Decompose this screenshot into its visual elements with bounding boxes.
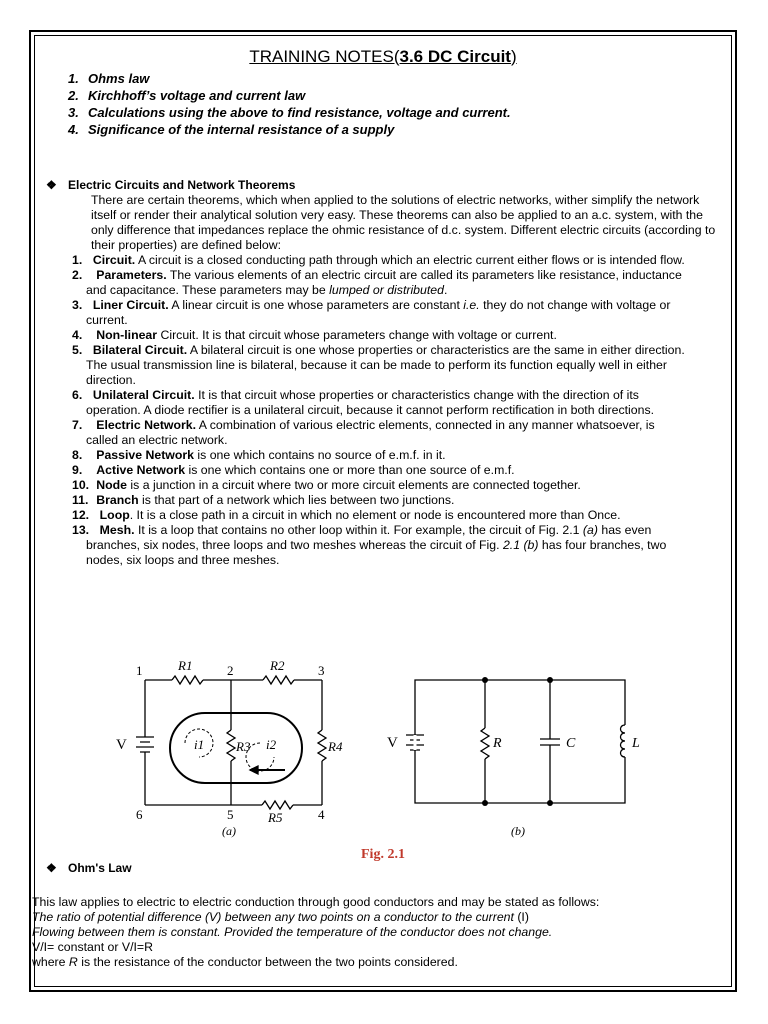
title-text: TRAINING NOTES( [249,47,400,66]
section-heading-row [36,861,730,876]
definition-item [36,328,730,343]
item-text: The various elements of an electric circuit are called its parameters like resistance, inductance and capacitance. These parameters may be [86,268,682,297]
definition-item [36,508,730,523]
node-dot [547,677,553,683]
item-tail: . [443,283,448,297]
label-r3: R3 [236,739,251,754]
definition-item [36,418,730,448]
objective-num: 2. [68,88,79,103]
label-r1: R1 [178,658,193,673]
label-source-a: V [116,737,127,753]
item-num: 12. [72,508,90,522]
item-num: 4. [72,328,83,342]
item-text: is one which contains one or more than one source of e.m.f. [185,463,515,477]
item-term: Loop [99,508,130,522]
ohm-line-3 [30,925,730,940]
definition-item [36,268,730,298]
node-dot [482,800,488,806]
item-text: is a junction in a circuit where two or more circuit elements are connected together. [127,478,581,492]
item-num: 2. [72,268,83,282]
resistor-r [481,728,489,759]
definitions-list [36,253,730,568]
item-tail: has even branches, six nodes, three loops and two meshes whereas the circuit of Fig. [86,523,652,552]
page-title [36,46,730,68]
item-term: Node [96,478,127,492]
objective-text: Calculations using the above to find resistance, voltage and current. [88,105,511,120]
objective-item [36,104,730,121]
item-text: Circuit. It is that circuit whose parameters change with voltage or current. [157,328,557,342]
objective-num: 4. [68,122,79,137]
item-term: Electric Network. [96,418,197,432]
item-italic: (a) [582,523,598,537]
item-text: It is a loop that contains no other loop within it. For example, the circuit of Fig. 2.1 [134,523,583,537]
node-dot [482,677,488,683]
item-term: Non-linear [96,328,158,342]
item-term: Parameters. [96,268,167,282]
item-text: A linear circuit is one whose parameters are constant [168,298,464,312]
definition-item [36,448,730,463]
item-term: Active Network [96,463,186,477]
document-body [36,46,730,568]
section-heading-text: Electric Circuits and Network Theorems [68,178,296,192]
item-text: A combination of various electric elements, connected in any manner whatsoever, is called an electric network. [86,418,655,447]
label-i2: i2 [266,737,277,752]
item-term: Unilateral Circuit. [92,388,195,402]
item-text: A circuit is a closed conducting path through which an electric current either flows or is intended flow. [135,253,685,267]
ohm-line-1: This law applies to electric to electric conduction through good conductors and may be stated as follows: [32,895,600,909]
ohm-pre: where [32,955,69,969]
circuit-a-labels [116,658,343,838]
resistor-r1 [172,676,203,684]
item-italic: 2.1 (b) [502,538,539,552]
label-l: L [632,736,640,751]
item-num: 9. [72,463,83,477]
label-r5: R5 [268,810,283,825]
definition-item [36,388,730,418]
definition-item [36,253,730,268]
item-term: Branch [96,493,139,507]
figure-caption: Fig. 2.1 [361,847,405,862]
item-num: 8. [72,448,83,462]
node-label-2: 2 [227,663,234,678]
item-num: 6. [72,388,83,402]
title-bold: 3.6 DC Circuit [399,47,511,66]
item-term: Bilateral Circuit. [92,343,188,357]
item-term: Passive Network [96,448,194,462]
intro-paragraph: There are certain theorems, which when applied to the solutions of electric networks, wither simplify the network itself or render their analytical solution very easy. These theorems can also be applied to an a.c. system, with the only difference that impedances replace the ohmic resistance of d.c. system. Different electric circuits (according to their properties) are defined below: [91,193,716,252]
definition-item [36,298,730,328]
item-text: is that part of a network which lies between two junctions. [138,493,455,507]
item-num: 1. [72,253,83,267]
label-source-b: V [387,735,398,751]
ohm-italic: Flowing between them is constant. Provided the temperature of the conductor does not change. [32,925,553,939]
battery-a [136,737,154,752]
resistor-r2 [263,676,294,684]
item-num: 13. [72,523,90,537]
figure-a-label: (a) [222,824,236,838]
circuit-diagrams [100,655,660,865]
objective-text: Significance of the internal resistance of a supply [88,122,395,137]
objective-item [36,70,730,87]
ohm-italic: The ratio of potential difference (V) between any two points on a conductor to the current [32,910,514,924]
item-term: Circuit. [92,253,136,267]
objective-text: Ohms law [88,71,150,86]
capacitor-c [540,680,560,803]
objective-num: 1. [68,71,79,86]
item-text: It is that circuit whose properties or characteristics change with the direction of its operation. A diode rectifier is a unilateral circuit, because it cannot perform rectification in both directions. [86,388,655,417]
item-text: A bilateral circuit is one whose properties or characteristics are the same in either direction. The usual transmission line is bilateral, because it can be made to perform its function equally well in either direction. [86,343,685,387]
node-label-5: 5 [227,807,234,822]
node-label-1: 1 [136,663,143,678]
section-heading-circuits [36,178,730,193]
resistor-r3 [227,730,235,761]
node-label-3: 3 [318,663,325,678]
item-tail: has four branches, two nodes, six loops and three meshes. [86,538,667,567]
definition-item [36,478,730,493]
objectives-list [36,70,730,138]
figure-2-1 [100,655,660,865]
ohm-tail: (I) [513,910,529,924]
resistor-r5 [262,801,293,809]
section-heading-ohm [36,861,730,876]
item-italic: i.e. [463,298,480,312]
ohm-tail: is the resistance of the conductor between the two points considered. [77,955,458,969]
item-num: 5. [72,343,83,357]
circuit-b [406,680,625,803]
definition-item [36,523,730,568]
node-dot [547,800,553,806]
ohm-line-5 [30,955,730,970]
wire-frame [415,680,625,803]
item-tail: they do not change with voltage or current. [86,298,671,327]
section-heading-text: Ohm's Law [68,861,132,875]
diamond-bullet-icon: ❖ [46,861,57,875]
objective-text: Kirchhoff’s voltage and current law [88,88,306,103]
item-num: 3. [72,298,83,312]
definition-item [36,463,730,478]
label-i1: i1 [194,737,205,752]
definition-item [36,493,730,508]
ohm-line-4: V/I= constant or V/I=R [32,940,153,954]
node-label-4: 4 [318,807,325,822]
circuit-a [136,676,326,809]
item-num: 11. [72,493,89,507]
objective-num: 3. [68,105,79,120]
item-term: Mesh. [99,523,135,537]
item-text: . It is a close path in a circuit in which no element or node is encountered more than Once. [129,508,621,522]
resistor-r4 [318,730,326,761]
item-text: is one which contains no source of e.m.f. in it. [194,448,446,462]
ohm-line-2 [30,910,730,925]
node-label-6: 6 [136,807,143,822]
label-r2: R2 [270,658,285,673]
item-num: 7. [72,418,83,432]
objective-item [36,87,730,104]
label-c: C [566,736,576,751]
title-close: ) [510,47,517,66]
definition-item [36,343,730,388]
item-num: 10. [72,478,90,492]
ohm-italic: R [68,955,78,969]
item-term: Liner Circuit. [92,298,169,312]
diamond-bullet-icon: ❖ [46,178,57,192]
figure-b-label: (b) [511,824,525,838]
ohm-law-body [30,895,730,970]
circuit-b-labels [387,735,640,838]
item-italic: lumped or distributed [329,283,444,297]
objective-item [36,121,730,138]
label-r4: R4 [328,739,343,754]
label-r: R [493,736,502,751]
